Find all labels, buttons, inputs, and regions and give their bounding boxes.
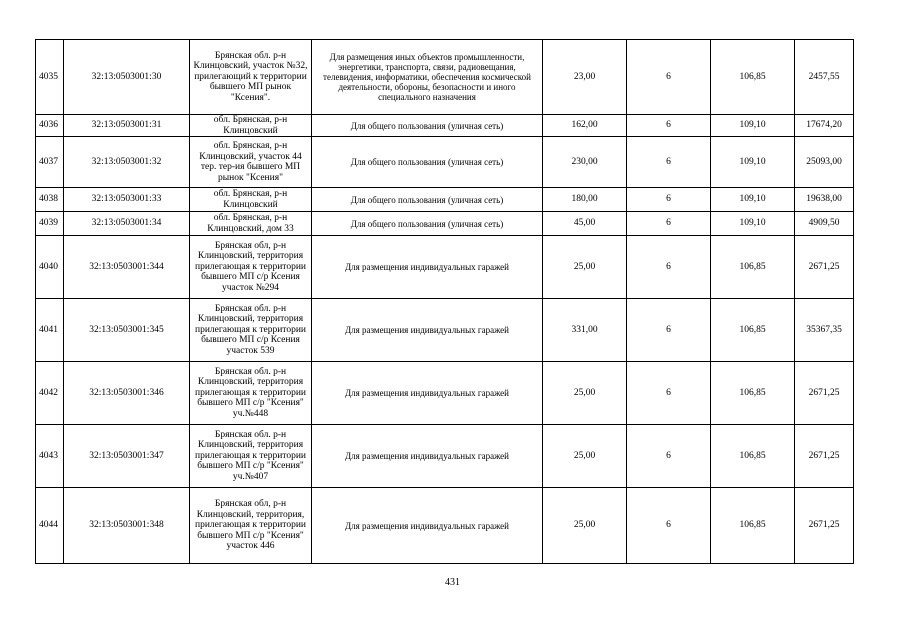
area: 25,00 — [543, 488, 627, 564]
address: обл. Брянская, р-н Клинцовский — [190, 188, 312, 212]
row-number: 4042 — [36, 362, 64, 425]
table-row — [36, 299, 854, 362]
table-row — [36, 137, 854, 188]
cadastral-value: 4909,50 — [795, 212, 854, 236]
table-row — [36, 188, 854, 212]
cadastral-value: 17674,20 — [795, 115, 854, 137]
row-number: 4040 — [36, 236, 64, 299]
permitted-use: Для общего пользования (уличная сеть) — [312, 212, 543, 236]
rate: 106,85 — [711, 362, 795, 425]
cadastral-value: 2671,25 — [795, 236, 854, 299]
area: 180,00 — [543, 188, 627, 212]
row-number: 4044 — [36, 488, 64, 564]
table-row — [36, 362, 854, 425]
address: Брянская обл. р-н Клинцовский, территория прилегающая к территории бывшего МП с/р Ксения участок 539 — [190, 299, 312, 362]
permitted-use: Для общего пользования (уличная сеть) — [312, 115, 543, 137]
rate: 106,85 — [711, 299, 795, 362]
address: Брянская обл. р-н Клинцовский, участок №32, прилегающий к территории бывшего МП рынок "Ксения". — [190, 40, 312, 115]
group: 6 — [627, 425, 711, 488]
permitted-use: Для размещения иных объектов промышленности, энергетики, транспорта, связи, радиовещания, телевидения, информатики, обеспечения космической деятельности, обороны, безопасности и иного специального назначения — [312, 40, 543, 115]
row-number: 4041 — [36, 299, 64, 362]
group: 6 — [627, 212, 711, 236]
cadastral-value: 2671,25 — [795, 362, 854, 425]
permitted-use: Для размещения индивидуальных гаражей — [312, 488, 543, 564]
cadastral-value: 2671,25 — [795, 488, 854, 564]
address: обл. Брянская, р-н Клинцовский — [190, 115, 312, 137]
area: 23,00 — [543, 40, 627, 115]
row-number: 4039 — [36, 212, 64, 236]
table-row — [36, 115, 854, 137]
cadastral-number: 32:13:0503001:344 — [64, 236, 190, 299]
group: 6 — [627, 137, 711, 188]
permitted-use: Для общего пользования (уличная сеть) — [312, 188, 543, 212]
row-number: 4037 — [36, 137, 64, 188]
group: 6 — [627, 188, 711, 212]
area: 45,00 — [543, 212, 627, 236]
table-row — [36, 488, 854, 564]
group: 6 — [627, 299, 711, 362]
rate: 106,85 — [711, 236, 795, 299]
rate: 109,10 — [711, 212, 795, 236]
group: 6 — [627, 40, 711, 115]
area: 25,00 — [543, 236, 627, 299]
cadastral-value: 2457,55 — [795, 40, 854, 115]
row-number: 4036 — [36, 115, 64, 137]
cadastral-value: 25093,00 — [795, 137, 854, 188]
table-row — [36, 425, 854, 488]
address: Брянская обл. р-н Клинцовский, территория прилегающая к территории бывшего МП с/р "Ксения" уч.№448 — [190, 362, 312, 425]
address: Брянская обл, р-н Клинцовский, территория прилегающая к территории бывшего МП с/р Ксения участок №294 — [190, 236, 312, 299]
page-number: 431 — [445, 577, 460, 588]
row-number: 4035 — [36, 40, 64, 115]
address: обл. Брянская, р-н Клинцовский, участок 44 тер. тер-ия бывшего МП рынок "Ксения" — [190, 137, 312, 188]
rate: 106,85 — [711, 40, 795, 115]
permitted-use: Для размещения индивидуальных гаражей — [312, 362, 543, 425]
rate: 109,10 — [711, 188, 795, 212]
cadastral-number: 32:13:0503001:32 — [64, 137, 190, 188]
cadastral-value: 2671,25 — [795, 425, 854, 488]
rate: 109,10 — [711, 115, 795, 137]
land-plots-table — [35, 39, 854, 564]
area: 331,00 — [543, 299, 627, 362]
row-number: 4043 — [36, 425, 64, 488]
permitted-use: Для размещения индивидуальных гаражей — [312, 236, 543, 299]
cadastral-number: 32:13:0503001:347 — [64, 425, 190, 488]
permitted-use: Для размещения индивидуальных гаражей — [312, 425, 543, 488]
cadastral-number: 32:13:0503001:348 — [64, 488, 190, 564]
group: 6 — [627, 488, 711, 564]
cadastral-number: 32:13:0503001:345 — [64, 299, 190, 362]
rate: 106,85 — [711, 488, 795, 564]
cadastral-number: 32:13:0503001:33 — [64, 188, 190, 212]
address: обл. Брянская, р-н Клинцовский, дом 33 — [190, 212, 312, 236]
cadastral-number: 32:13:0503001:34 — [64, 212, 190, 236]
area: 230,00 — [543, 137, 627, 188]
address: Брянская обл. р-н Клинцовский, территория прилегающая к территории бывшего МП с/р "Ксения" уч.№407 — [190, 425, 312, 488]
rate: 106,85 — [711, 425, 795, 488]
area: 162,00 — [543, 115, 627, 137]
group: 6 — [627, 115, 711, 137]
cadastral-number: 32:13:0503001:346 — [64, 362, 190, 425]
table-row — [36, 40, 854, 115]
cadastral-value: 19638,00 — [795, 188, 854, 212]
permitted-use: Для общего пользования (уличная сеть) — [312, 137, 543, 188]
cadastral-value: 35367,35 — [795, 299, 854, 362]
rate: 109,10 — [711, 137, 795, 188]
area: 25,00 — [543, 425, 627, 488]
group: 6 — [627, 362, 711, 425]
area: 25,00 — [543, 362, 627, 425]
group: 6 — [627, 236, 711, 299]
cadastral-number: 32:13:0503001:31 — [64, 115, 190, 137]
table-row — [36, 212, 854, 236]
cadastral-number: 32:13:0503001:30 — [64, 40, 190, 115]
address: Брянская обл, р-н Клинцовский, территория, прилегающая к территории бывшего МП с/р "Ксения" участок 446 — [190, 488, 312, 564]
table-row — [36, 236, 854, 299]
row-number: 4038 — [36, 188, 64, 212]
permitted-use: Для размещения индивидуальных гаражей — [312, 299, 543, 362]
